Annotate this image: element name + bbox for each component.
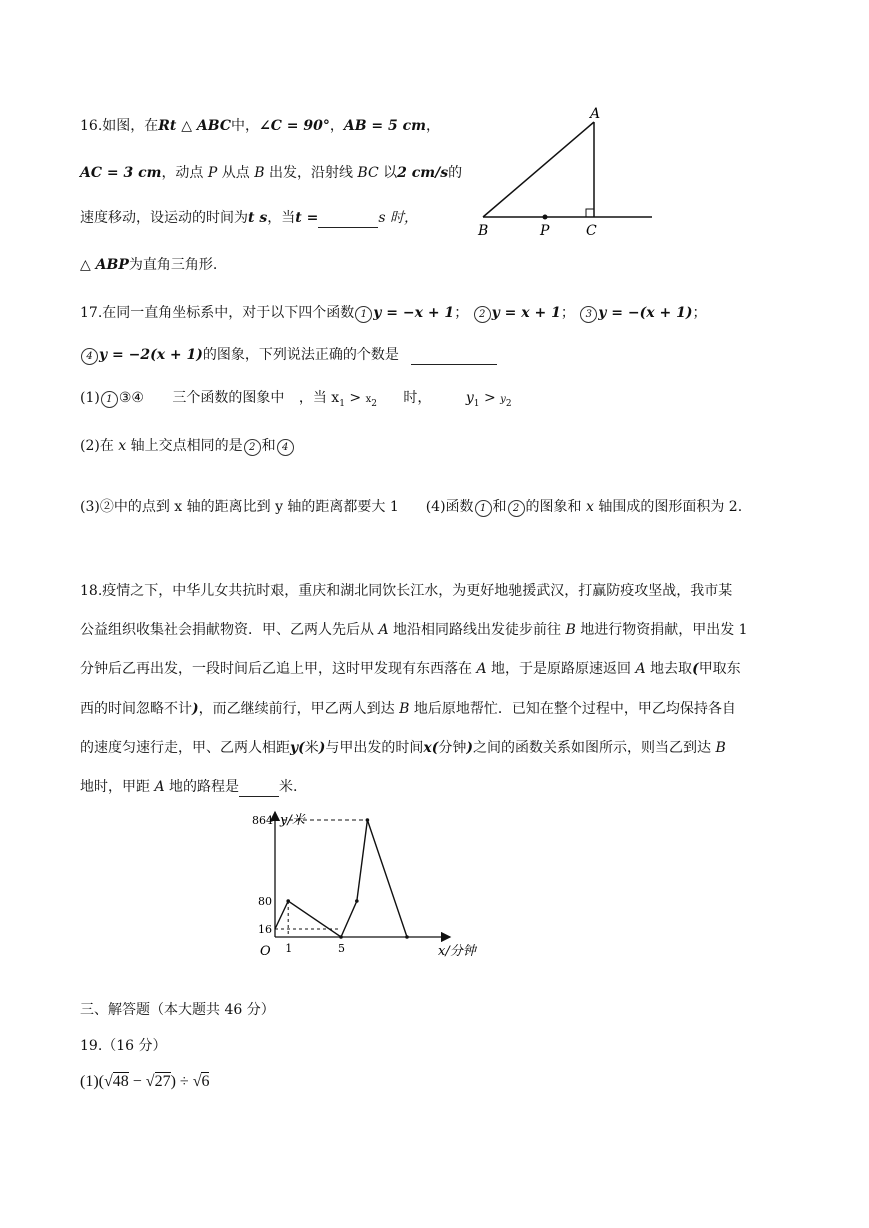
y-axis-label: y/米 xyxy=(280,813,305,828)
q18-para2: 公益组织收集社会捐献物资．甲、乙两人先后从 A 地沿相同路线出发徒步前往 B 地进行物资捐献，甲出发 1 xyxy=(80,622,748,638)
q16-line1: 16.如图，在Rt △ ABC中，∠C = 90°，AB = 5 cm， xyxy=(80,118,440,134)
tick-y-864: 864 xyxy=(252,814,273,827)
right-angle-mark xyxy=(586,209,594,217)
label-c: C xyxy=(586,223,597,239)
label-a: A xyxy=(590,106,601,122)
x-axis-label: x/分钟 xyxy=(438,944,476,959)
q17-option1: (1) 1 ③④ 三个函数的图象中 ，当 $x_1 > x_2$ 时， $y_1 > y_2$ xyxy=(80,390,512,409)
q17-line2: 4 y = −2(x + 1)的图象，下列说法正确的个数是 xyxy=(80,345,497,365)
q18-para5: 的速度匀速行走，甲、乙两人相距y(米)与甲出发的时间x(分钟)之间的函数关系如图所示，则当乙到达 B xyxy=(80,740,726,756)
data-point-3 xyxy=(355,899,359,903)
point-p xyxy=(543,215,548,220)
q18-para1: 18.疫情之下，中华儿女共抗时艰，重庆和湖北同饮长江水，为更好地驰援武汉，打赢防疫攻坚战，我市某 xyxy=(80,583,733,599)
data-point-2 xyxy=(339,935,343,939)
q16-line2: AC = 3 cm，动点 P 从点 B 出发，沿射线 BC 以2 cm/s的 xyxy=(80,165,463,181)
tick-y-16: 16 xyxy=(258,923,272,936)
tick-x-5: 5 xyxy=(338,942,345,955)
section3-heading: 三、解答题（本大题共 46 分） xyxy=(80,1002,275,1018)
q17-option2: (2)在 x 轴上交点相同的是 2 和 4 xyxy=(80,436,295,456)
q17-option3-4: (3)②中的点到 x 轴的距离比到 y 轴的距离都要大 1 (4)函数 1 和 2 的图象和 x 轴围成的图形面积为 2. xyxy=(80,499,743,515)
side-ab xyxy=(483,122,594,217)
data-point-5 xyxy=(405,935,409,939)
tick-x-1: 1 xyxy=(285,942,293,955)
series-line xyxy=(275,820,407,937)
q18-para4: 西的时间忽略不计)，而乙继续前行，甲乙两人到达 B 地后原地帮忙．已知在整个过程中，甲乙均保持各自 xyxy=(80,701,736,717)
data-point-4 xyxy=(366,818,370,822)
q16-line4: △ ABP为直角三角形. xyxy=(80,257,218,273)
q16-triangle-figure xyxy=(470,100,670,240)
q17-line1: 17.在同一直角坐标系中，对于以下四个函数 1 y = −x + 1； 2 y = x + 1； 3 y = −(x + 1)； xyxy=(80,305,707,321)
label-b: B xyxy=(478,223,489,239)
q18-para6: 地时，甲距 A 地的路程是 米. xyxy=(80,779,298,795)
q18-para3: 分钟后乙再出发，一段时间后乙追上甲，这时甲发现有东西落在 A 地，于是原路原速返回 A 地去取(甲取东 xyxy=(80,661,741,677)
tick-y-80: 80 xyxy=(258,895,272,908)
data-point-1 xyxy=(286,899,290,903)
q16-line3: 速度移动，设运动的时间为t s，当t = s 时， xyxy=(80,210,418,226)
q19-part1: (1)(√48 − √27) ÷ √6 xyxy=(80,1073,210,1090)
origin-label: O xyxy=(260,944,271,959)
q18-distance-chart xyxy=(240,810,500,975)
label-p: P xyxy=(540,223,550,239)
q19-title: 19.（16 分） xyxy=(80,1038,167,1054)
